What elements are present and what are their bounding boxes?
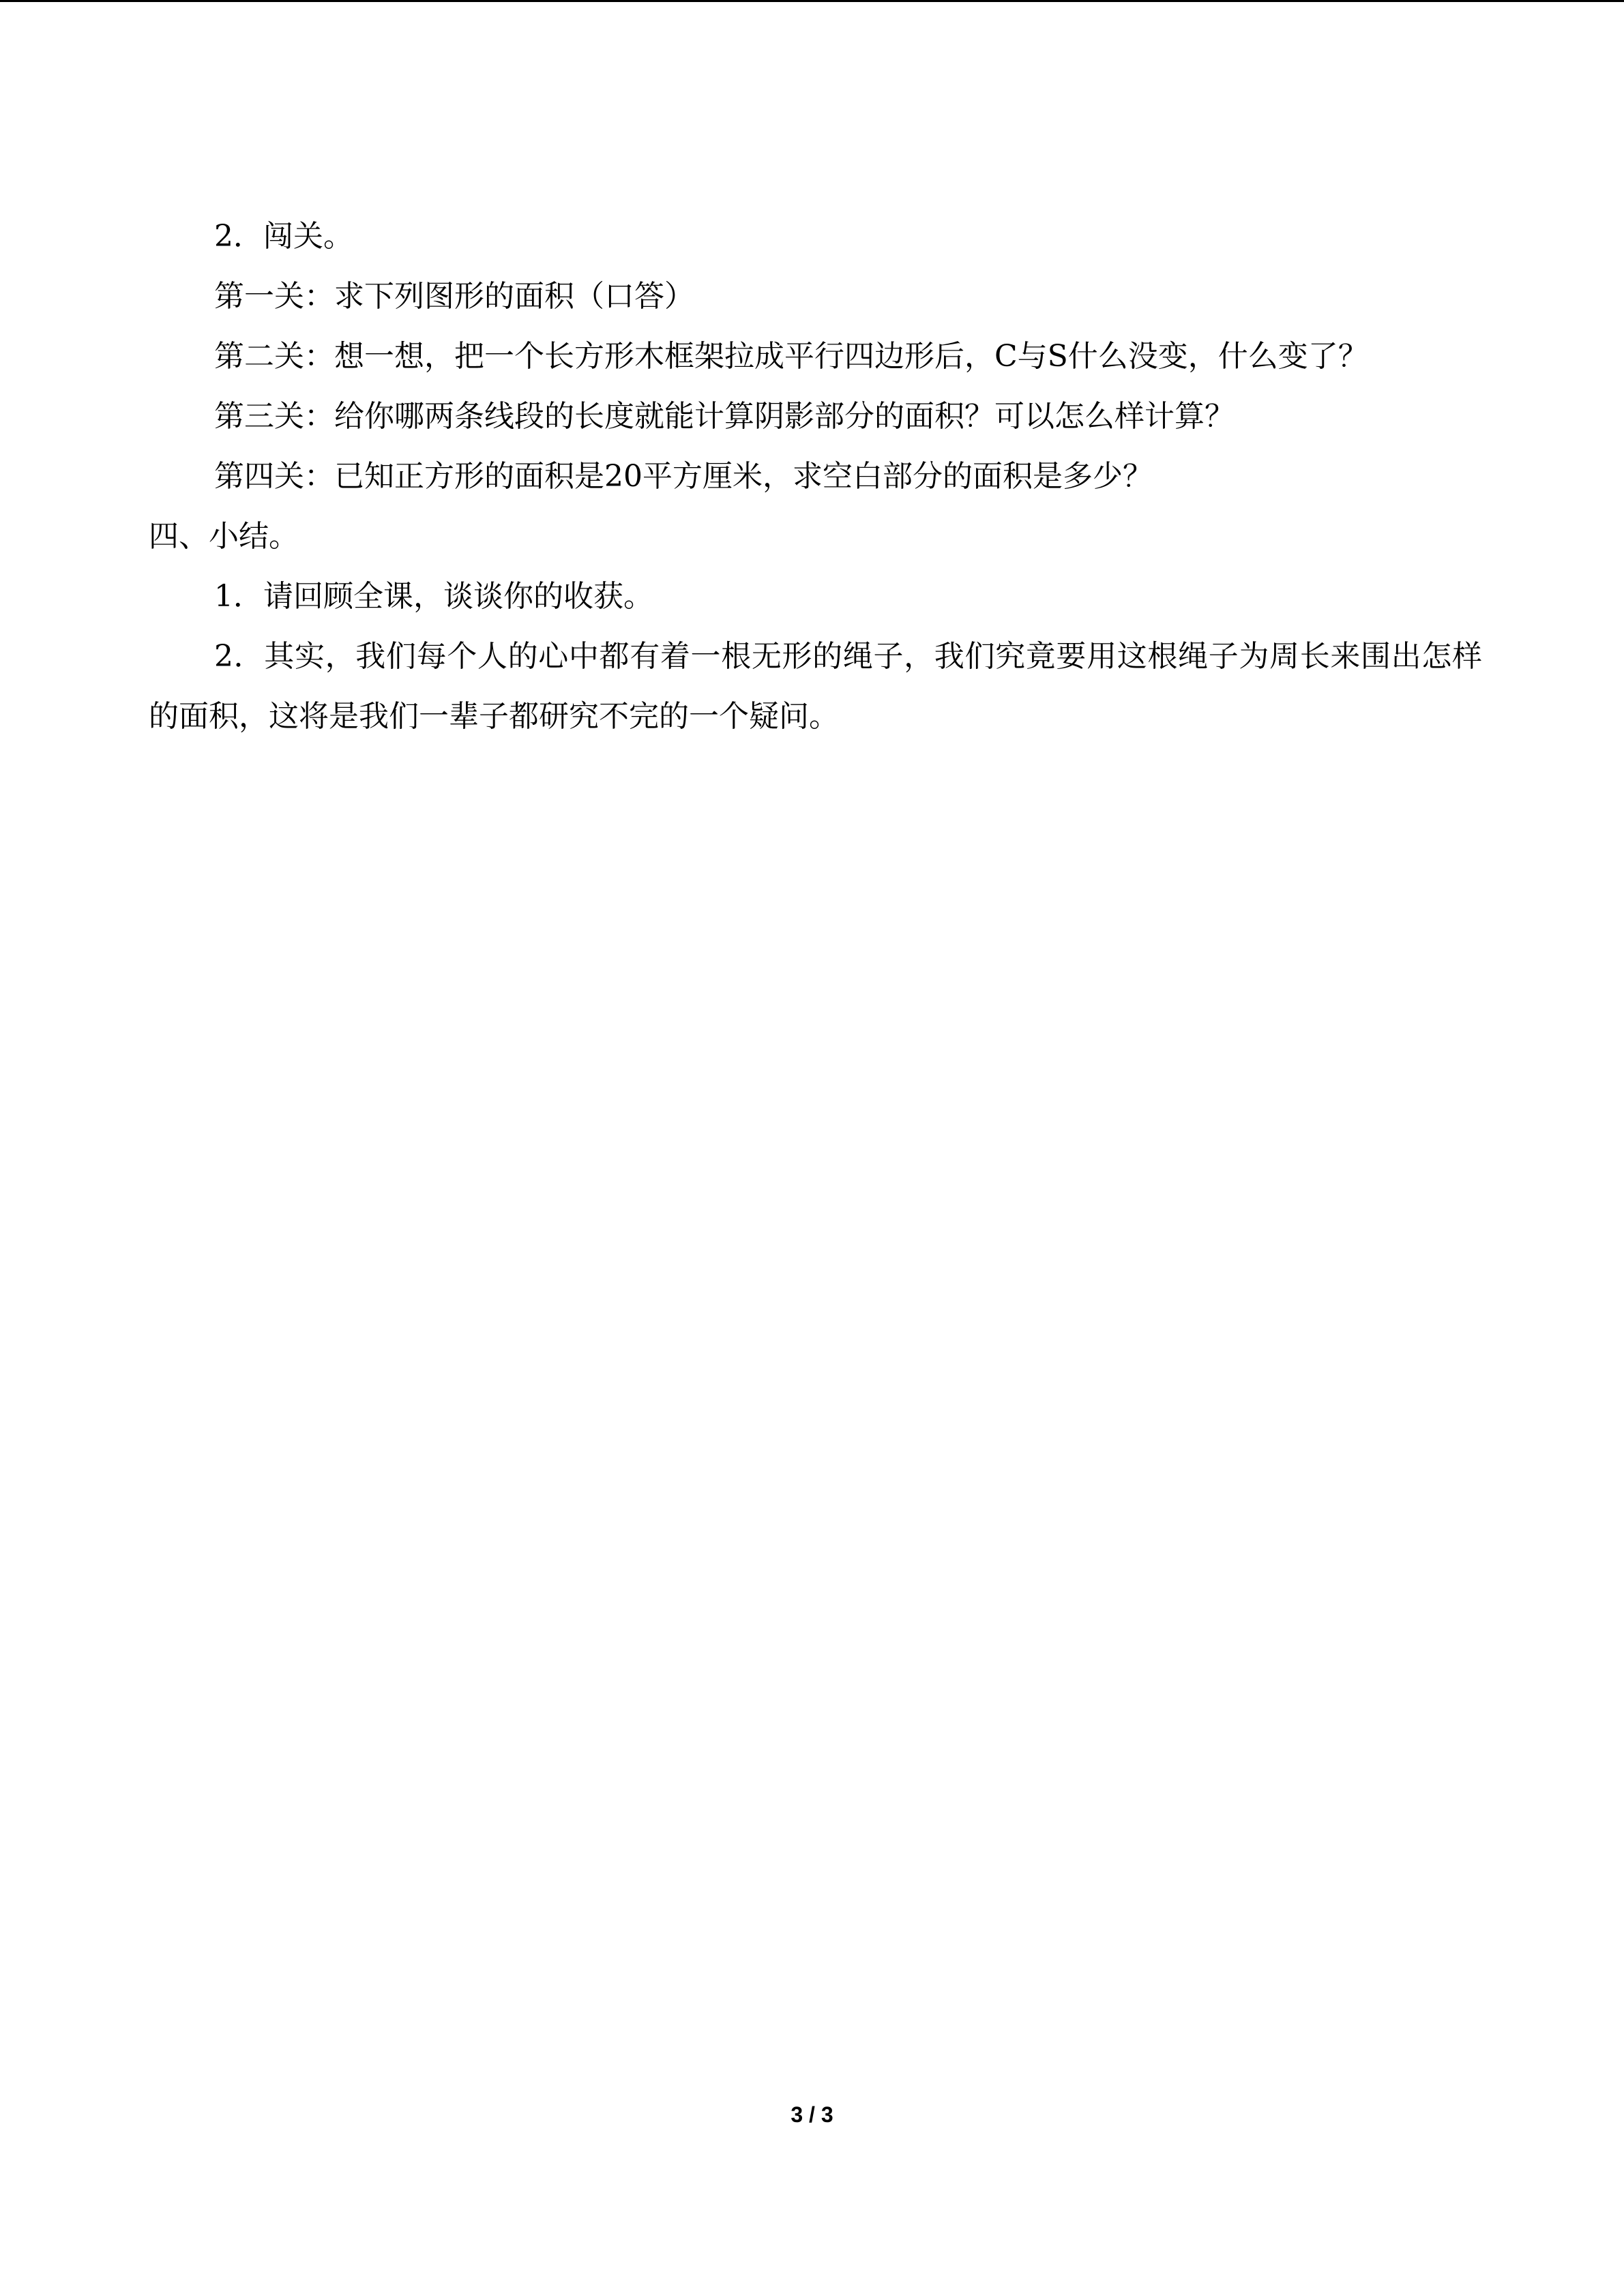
paragraph-summary-1: 1．请回顾全课，谈谈你的收获。 bbox=[214, 579, 653, 614]
section-heading-summary: 四、小结。 bbox=[149, 519, 299, 554]
paragraph-level-1: 第一关：求下列图形的面积（口答） bbox=[214, 279, 694, 314]
document-body bbox=[149, 207, 1482, 747]
paragraph-level-4: 第四关：已知正方形的面积是20平方厘米，求空白部分的面积是多少？ bbox=[214, 459, 1153, 494]
paragraph-level-2: 第二关：想一想，把一个长方形木框架拉成平行四边形后，C与S什么没变，什么变了？ bbox=[214, 339, 1368, 374]
paragraph-step-2-challenge: 2．闯关。 bbox=[214, 219, 353, 254]
paragraph-summary-2: 2．其实，我们每个人的心中都有着一根无形的绳子，我们究竟要用这根绳子为周长来围出怎样的面积，这将是我们一辈子都研究不完的一个疑问。 bbox=[149, 639, 1482, 734]
page-number: 3 / 3 bbox=[791, 2102, 833, 2127]
paragraph-level-3: 第三关：给你哪两条线段的长度就能计算阴影部分的面积？可以怎么样计算？ bbox=[214, 399, 1235, 434]
